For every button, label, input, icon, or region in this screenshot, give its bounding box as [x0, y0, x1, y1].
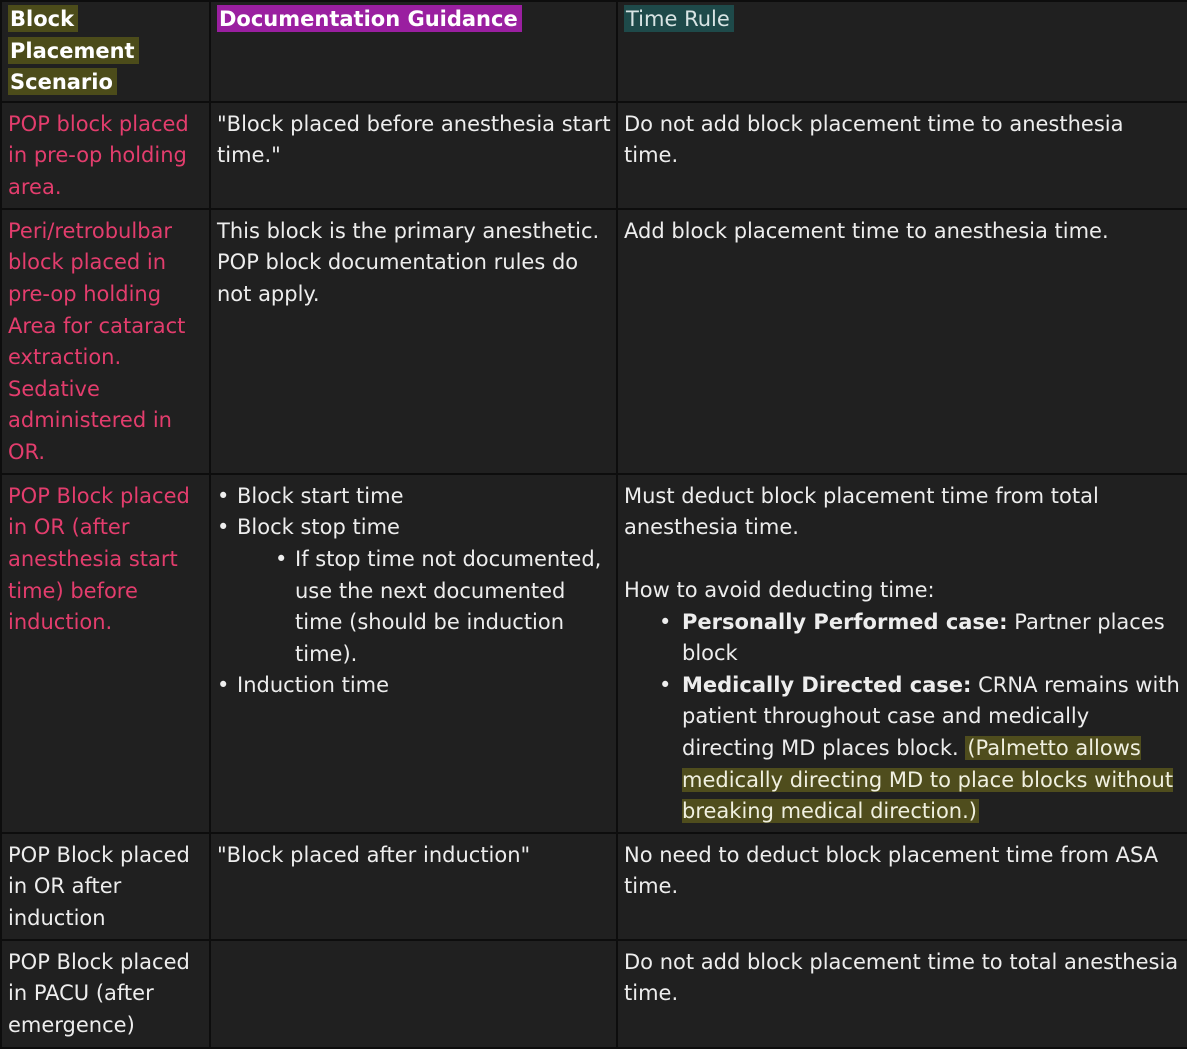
table-row	[1, 940, 1187, 1048]
header-cell-guidance	[210, 1, 617, 102]
table-row	[1, 102, 1187, 209]
time-rule-cell	[617, 474, 1187, 833]
guidance-cell: This block is the primary anesthetic. POP block documentation rules do not apply.	[210, 209, 617, 474]
table-row	[1, 209, 1187, 474]
header-time-rule: Time Rule	[624, 5, 734, 32]
time-rule-cell: Do not add block placement time to total anesthesia time.	[617, 940, 1187, 1048]
rule-item-text: Partner places block	[682, 609, 1165, 666]
header-guidance: Documentation Guidance	[217, 5, 522, 32]
scenario-cell: POP Block placed in OR (after anesthesia start time) before induction.	[1, 474, 210, 833]
list-item	[237, 512, 611, 670]
rule-list	[624, 607, 1182, 828]
rule-item-label: Personally Performed case:	[682, 609, 1008, 634]
list-item: • Induction time	[237, 670, 611, 702]
scenario-cell: Peri/retrobulbar block placed in pre-op holding Area for cataract extraction. Sedative administered in OR.	[1, 209, 210, 474]
list-item: • If stop time not documented, use the next documented time (should be induction time).	[295, 544, 611, 670]
header-scenario: Block Placement Scenario	[8, 5, 139, 95]
guidance-cell: "Block placed after induction"	[210, 833, 617, 940]
time-rule-cell: No need to deduct block placement time from ASA time.	[617, 833, 1187, 940]
guidance-cell	[210, 940, 617, 1048]
list-item-text: Block stop time	[237, 515, 400, 540]
rule-how: How to avoid deducting time:	[624, 577, 935, 602]
list-item	[682, 607, 1182, 670]
table-header-row	[1, 1, 1187, 102]
rule-intro: Must deduct block placement time from total anesthesia time.	[624, 483, 1099, 540]
guidance-list	[217, 481, 611, 702]
header-cell-scenario	[1, 1, 210, 102]
rule-item-label: Medically Directed case:	[682, 672, 972, 697]
header-cell-time-rule	[617, 1, 1187, 102]
scenario-cell: POP Block placed in PACU (after emergence)	[1, 940, 210, 1048]
scenario-cell: POP block placed in pre-op holding area.	[1, 102, 210, 209]
guidance-sublist	[237, 544, 611, 670]
rule-item-text: CRNA remains with patient throughout case and medically directing MD places block.	[682, 672, 1180, 760]
time-rule-cell: Do not add block placement time to anesthesia time.	[617, 102, 1187, 209]
guidance-cell: "Block placed before anesthesia start time."	[210, 102, 617, 209]
table-row	[1, 833, 1187, 940]
guidance-cell	[210, 474, 617, 833]
list-item	[682, 670, 1182, 828]
table-row	[1, 474, 1187, 833]
time-rule-cell: Add block placement time to anesthesia time.	[617, 209, 1187, 474]
palmetto-note: (Palmetto allows medically directing MD to place blocks without breaking medical direction.)	[682, 735, 1174, 824]
list-item: • Block start time	[237, 481, 611, 513]
scenario-cell: POP Block placed in OR after induction	[1, 833, 210, 940]
